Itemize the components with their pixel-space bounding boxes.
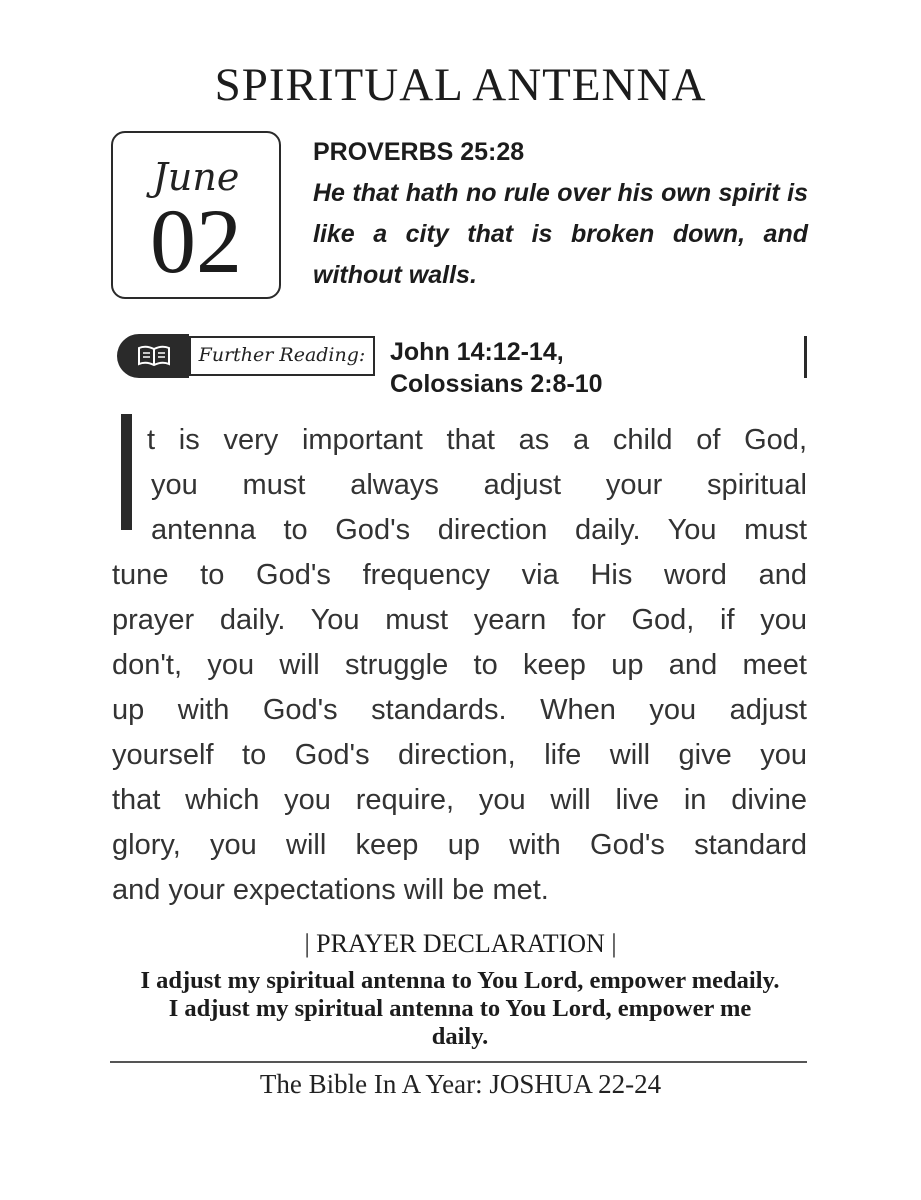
further-reading-ref: John 14:12-14, [390,338,564,366]
drop-cap [121,414,132,530]
body-line: glory, you will keep up with God's standard [112,829,807,861]
verse-reference: PROVERBS 25:28 [313,138,525,166]
body-line: tune to God's frequency via His word and [112,559,807,591]
prayer-heading: | PRAYER DECLARATION | [304,929,617,958]
body-line: prayer daily. You must yearn for God, if you [112,604,807,636]
divider-bar [804,336,807,378]
body-line: t is very important that as a child of God, [147,424,807,456]
body-line: don't, you will struggle to keep up and meet [112,649,807,681]
date-month: June [152,155,240,199]
date-card [111,131,281,299]
body-line: that which you require, you will live in divine [112,784,807,816]
further-reading-label-box [189,336,375,376]
body-line: and your expectations will be met. [112,874,549,906]
further-reading-references [390,336,603,400]
body-line: you must always adjust your spiritual [151,469,807,501]
verse-text: He that hath no rule over his own spirit is like a city that is broken down, and without walls. [313,179,808,289]
page-title: SPIRITUAL ANTENNA [214,59,707,111]
further-reading-badge [117,334,189,378]
divider-line [110,1061,807,1063]
further-reading-label: Further Reading: [198,344,366,366]
further-reading-ref: Colossians 2:8-10 [390,370,603,398]
date-day: 02 [150,190,242,292]
body-line: antenna to God's direction daily. You must [151,514,807,546]
body-line: up with God's standards. When you adjust [112,694,807,726]
bible-in-a-year: The Bible In A Year: JOSHUA 22-24 [259,1069,662,1099]
prayer-text: I adjust my spiritual antenna to You Lord, empower medaily. I adjust my spiritual antenna to You Lord, empower me daily. [140,967,780,1050]
body-line: yourself to God's direction, life will give you [112,739,807,771]
open-book-icon [137,344,171,368]
